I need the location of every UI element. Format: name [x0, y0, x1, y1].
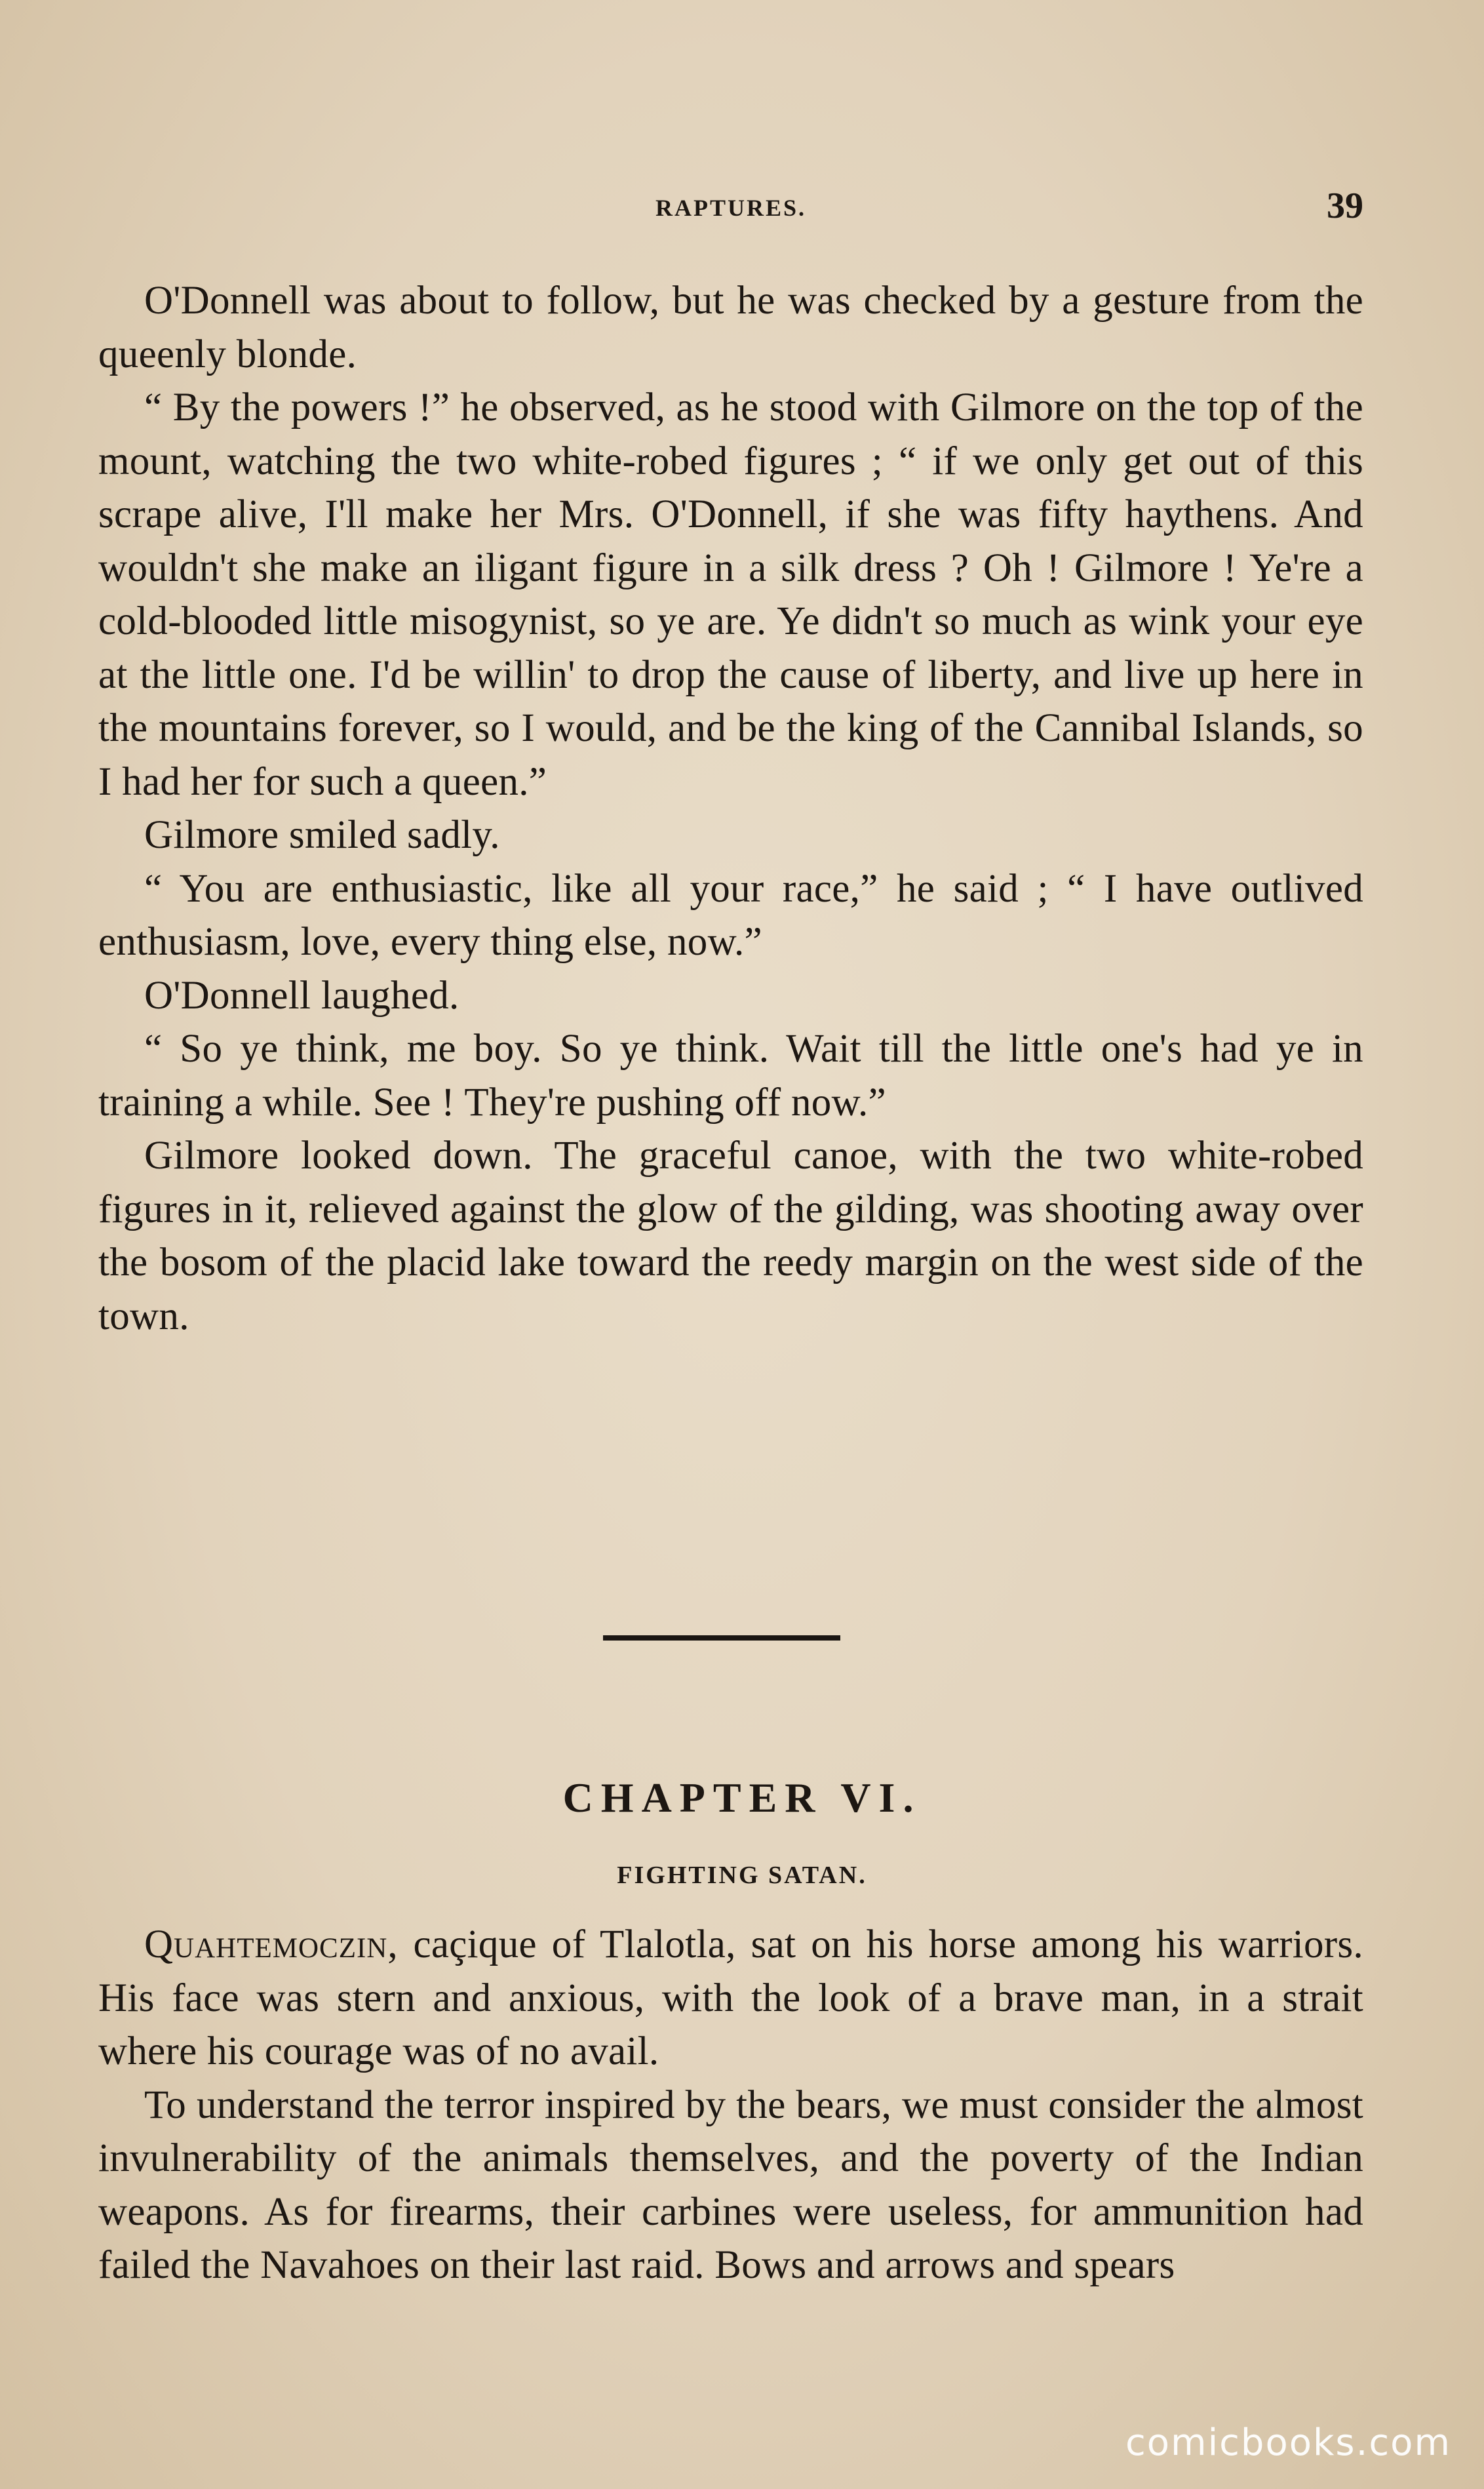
paragraph: Gilmore looked down. The graceful canoe, with the two white-robed figures in it, relieved against the glow of the gilding, was shooting away over the bosom of the placid lake toward the reedy margin on the west side of the town.	[98, 1134, 1363, 1338]
text-block-bottom	[98, 1918, 1363, 2292]
chapter-title: CHAPTER VI.	[562, 1774, 922, 1821]
running-title: RAPTURES.	[655, 195, 807, 221]
paragraph: “ You are enthusiastic, like all your race,” he said ; “ I have outlived enthusiasm, love, every thing else, now.”	[98, 866, 1363, 964]
paragraph: “ By the powers !” he observed, as he stood with Gilmore on the top of the mount, watching the two white-robed figures ; “ if we only get out of this scrape alive, I'll make her Mrs. O'Donnell, if she was fifty haythens. And wouldn't she make an iligant figure in a silk dress ? Oh ! Gilmore ! Ye're a cold-blooded little misogynist, so ye are. Ye didn't so much as wink your eye at the little one. I'd be willin' to drop the cause of liberty, and live up here in the mountains forever, so I would, and be the king of the Cannibal Islands, so I had her for such a queen.”	[98, 386, 1363, 804]
lead-name: Quahtemoczin,	[144, 1922, 399, 1966]
text-block-top	[98, 274, 1363, 1343]
watermark: comicbooks.com	[1125, 2421, 1451, 2464]
paragraph: “ So ye think, me boy. So ye think. Wait till the little one's had ye in training a while. See ! They're pushing off now.”	[98, 1027, 1363, 1125]
paragraph: O'Donnell was about to follow, but he was checked by a gesture from the queenly blonde.	[98, 279, 1363, 376]
paragraph: Gilmore smiled sadly.	[144, 813, 500, 857]
paragraph-text: caçique of Tlalotla, sat on his horse among his warriors. His face was stern and anxious, with the look of a brave man, in a strait where his courage was of no avail.	[98, 1922, 1363, 2073]
running-head	[98, 185, 1363, 237]
section-divider	[603, 1635, 840, 1641]
page-number: 39	[1327, 186, 1363, 226]
paragraph: To understand the terror inspired by the bears, we must consider the almost invulnerability of the animals themselves, and the poverty of the Indian weapons. As for firearms, their carbines were useless, for ammunition had failed the Navahoes on their last raid. Bows and arrows and spears	[98, 2082, 1363, 2287]
chapter-subtitle: FIGHTING SATAN.	[617, 1862, 867, 1889]
paragraph: O'Donnell laughed.	[144, 973, 459, 1018]
paragraph	[98, 1918, 1363, 2079]
